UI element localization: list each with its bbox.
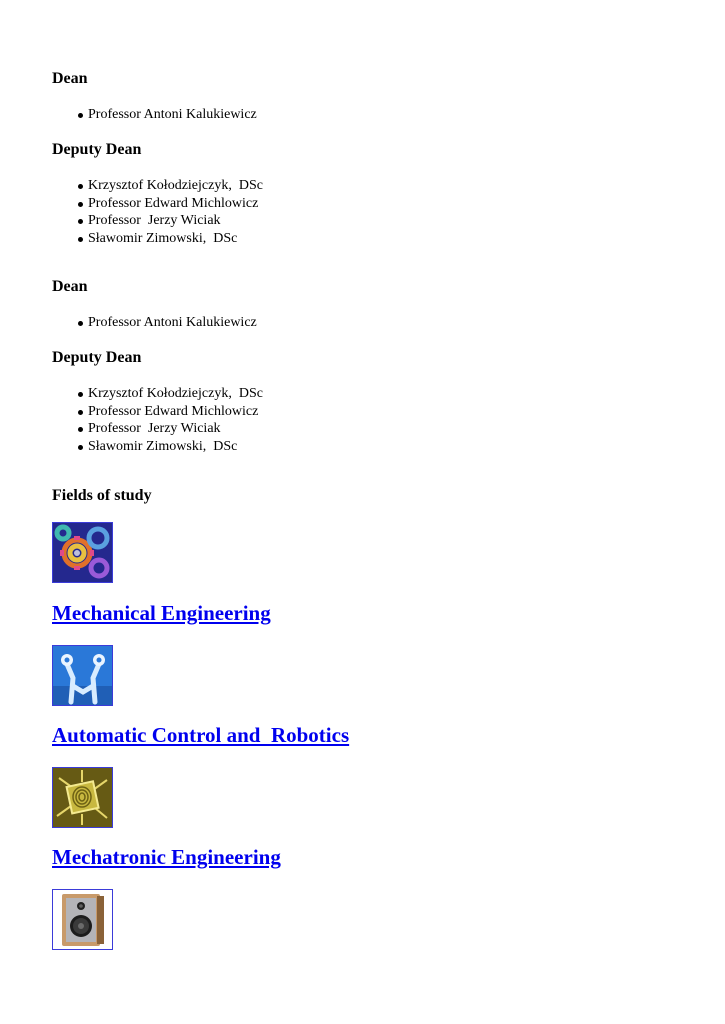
dean-list: [78, 106, 257, 124]
bullet-icon: [78, 445, 83, 450]
gears-icon[interactable]: [52, 522, 113, 583]
list-item: Krzysztof Kołodziejczyk, DSc: [78, 177, 263, 195]
bullet-icon: [78, 427, 83, 432]
deputy-dean-list: [78, 177, 263, 247]
bullet-icon: [78, 410, 83, 415]
dean-list: [78, 314, 257, 332]
list-item: Professor Edward Michlowicz: [78, 195, 263, 213]
list-item: Professor Antoni Kalukiewicz: [78, 314, 257, 332]
bullet-icon: [78, 237, 83, 242]
fields-of-study-heading: Fields of study: [52, 487, 152, 504]
list-item: Professor Antoni Kalukiewicz: [78, 106, 257, 124]
bullet-icon: [78, 321, 83, 326]
list-item: Professor Edward Michlowicz: [78, 403, 263, 421]
deputy-dean-list: [78, 385, 263, 455]
bullet-icon: [78, 392, 83, 397]
robot-arms-icon[interactable]: [52, 645, 113, 706]
list-item: Sławomir Zimowski, DSc: [78, 230, 263, 248]
circuit-chip-icon[interactable]: [52, 767, 113, 828]
list-item: Sławomir Zimowski, DSc: [78, 438, 263, 456]
bullet-icon: [78, 202, 83, 207]
dean-heading: Dean: [52, 70, 88, 87]
list-item: Professor Jerzy Wiciak: [78, 212, 263, 230]
bullet-icon: [78, 184, 83, 189]
bullet-icon: [78, 113, 83, 118]
deputy-dean-heading: Deputy Dean: [52, 349, 142, 366]
dean-heading: Dean: [52, 278, 88, 295]
field-link-mechanical-engineering[interactable]: Mechanical Engineering: [52, 601, 271, 625]
deputy-dean-heading: Deputy Dean: [52, 141, 142, 158]
bullet-icon: [78, 219, 83, 224]
list-item: Professor Jerzy Wiciak: [78, 420, 263, 438]
list-item: Krzysztof Kołodziejczyk, DSc: [78, 385, 263, 403]
field-link-mechatronic-engineering[interactable]: Mechatronic Engineering: [52, 845, 281, 869]
loudspeaker-icon[interactable]: [52, 889, 113, 950]
field-link-automatic-control-and-robotics[interactable]: Automatic Control and Robotics: [52, 723, 350, 747]
